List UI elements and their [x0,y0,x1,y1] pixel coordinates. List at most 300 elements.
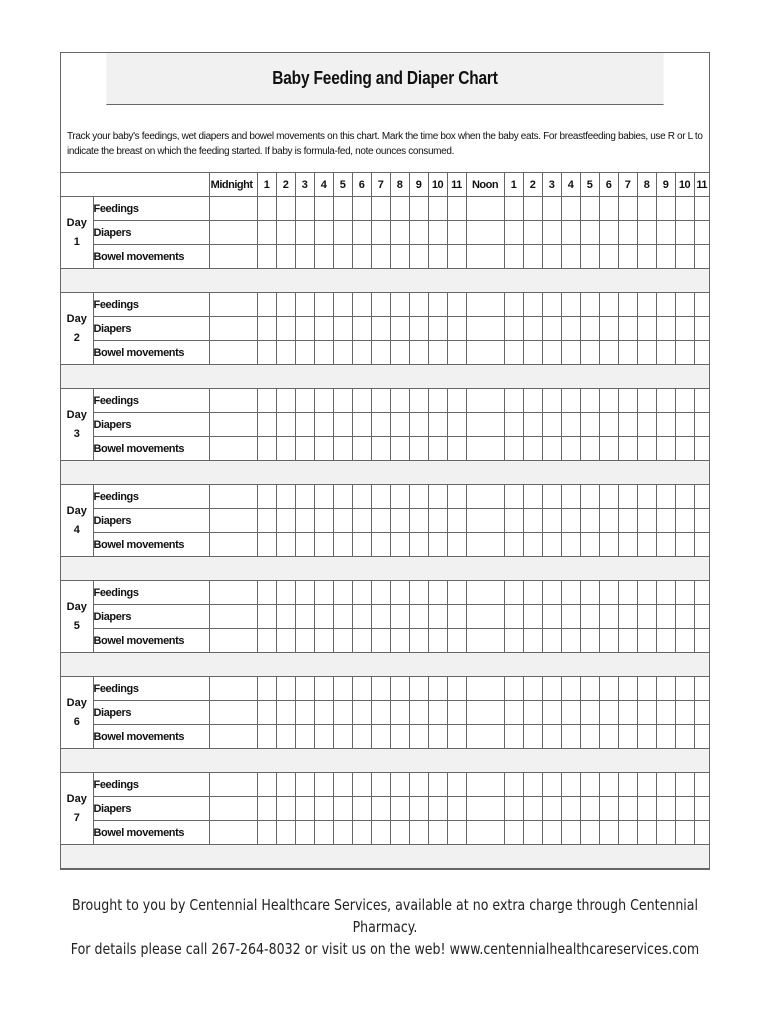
time-cell[interactable] [561,437,580,461]
time-cell[interactable] [257,821,276,845]
time-cell[interactable] [352,677,371,701]
time-cell[interactable] [333,509,352,533]
time-cell[interactable] [580,797,599,821]
time-cell[interactable] [352,725,371,749]
time-cell[interactable] [561,629,580,653]
time-cell[interactable] [466,341,504,365]
time-cell[interactable] [694,797,709,821]
time-cell[interactable] [295,821,314,845]
time-cell[interactable] [580,197,599,221]
time-cell[interactable] [675,341,694,365]
time-cell[interactable] [466,773,504,797]
time-cell[interactable] [447,773,466,797]
time-cell[interactable] [675,413,694,437]
time-cell[interactable] [295,701,314,725]
time-cell[interactable] [390,341,409,365]
time-cell[interactable] [257,197,276,221]
time-cell[interactable] [428,389,447,413]
time-cell[interactable] [580,629,599,653]
time-cell[interactable] [656,341,675,365]
time-cell[interactable] [542,725,561,749]
time-cell[interactable] [466,725,504,749]
time-cell[interactable] [523,725,542,749]
time-cell[interactable] [447,797,466,821]
time-cell[interactable] [542,485,561,509]
time-cell[interactable] [390,221,409,245]
time-cell[interactable] [466,437,504,461]
time-cell[interactable] [561,797,580,821]
time-cell[interactable] [333,293,352,317]
time-cell[interactable] [409,581,428,605]
time-cell[interactable] [466,821,504,845]
time-cell[interactable] [561,221,580,245]
time-cell[interactable] [428,317,447,341]
time-cell[interactable] [466,221,504,245]
time-cell[interactable] [447,725,466,749]
time-cell[interactable] [209,293,257,317]
time-cell[interactable] [409,221,428,245]
time-cell[interactable] [352,293,371,317]
time-cell[interactable] [390,485,409,509]
time-cell[interactable] [428,437,447,461]
time-cell[interactable] [409,317,428,341]
time-cell[interactable] [466,581,504,605]
time-cell[interactable] [390,389,409,413]
time-cell[interactable] [333,821,352,845]
time-cell[interactable] [656,245,675,269]
time-cell[interactable] [333,677,352,701]
time-cell[interactable] [637,293,656,317]
time-cell[interactable] [694,509,709,533]
time-cell[interactable] [257,701,276,725]
time-cell[interactable] [257,533,276,557]
time-cell[interactable] [599,389,618,413]
time-cell[interactable] [580,389,599,413]
time-cell[interactable] [352,701,371,725]
time-cell[interactable] [428,293,447,317]
time-cell[interactable] [504,341,523,365]
time-cell[interactable] [523,629,542,653]
time-cell[interactable] [599,725,618,749]
time-cell[interactable] [523,197,542,221]
time-cell[interactable] [580,413,599,437]
time-cell[interactable] [675,221,694,245]
time-cell[interactable] [371,341,390,365]
time-cell[interactable] [314,701,333,725]
time-cell[interactable] [618,533,637,557]
time-cell[interactable] [675,605,694,629]
time-cell[interactable] [599,629,618,653]
time-cell[interactable] [409,533,428,557]
time-cell[interactable] [504,677,523,701]
time-cell[interactable] [352,341,371,365]
time-cell[interactable] [694,485,709,509]
time-cell[interactable] [209,221,257,245]
time-cell[interactable] [257,725,276,749]
time-cell[interactable] [694,389,709,413]
time-cell[interactable] [209,509,257,533]
time-cell[interactable] [209,413,257,437]
time-cell[interactable] [466,509,504,533]
time-cell[interactable] [656,773,675,797]
time-cell[interactable] [656,533,675,557]
time-cell[interactable] [542,413,561,437]
time-cell[interactable] [580,677,599,701]
time-cell[interactable] [257,341,276,365]
time-cell[interactable] [675,245,694,269]
time-cell[interactable] [390,197,409,221]
time-cell[interactable] [504,245,523,269]
time-cell[interactable] [656,797,675,821]
time-cell[interactable] [209,677,257,701]
time-cell[interactable] [409,437,428,461]
time-cell[interactable] [504,605,523,629]
time-cell[interactable] [466,797,504,821]
time-cell[interactable] [637,245,656,269]
time-cell[interactable] [542,509,561,533]
time-cell[interactable] [675,485,694,509]
time-cell[interactable] [428,341,447,365]
time-cell[interactable] [618,509,637,533]
time-cell[interactable] [428,773,447,797]
time-cell[interactable] [390,245,409,269]
time-cell[interactable] [694,437,709,461]
time-cell[interactable] [561,245,580,269]
time-cell[interactable] [580,773,599,797]
time-cell[interactable] [561,725,580,749]
time-cell[interactable] [371,677,390,701]
time-cell[interactable] [447,821,466,845]
time-cell[interactable] [257,485,276,509]
time-cell[interactable] [447,581,466,605]
time-cell[interactable] [561,509,580,533]
time-cell[interactable] [523,533,542,557]
time-cell[interactable] [295,605,314,629]
time-cell[interactable] [675,533,694,557]
time-cell[interactable] [333,317,352,341]
time-cell[interactable] [352,821,371,845]
time-cell[interactable] [209,725,257,749]
time-cell[interactable] [580,605,599,629]
time-cell[interactable] [209,317,257,341]
time-cell[interactable] [428,605,447,629]
time-cell[interactable] [504,725,523,749]
time-cell[interactable] [504,773,523,797]
time-cell[interactable] [390,413,409,437]
time-cell[interactable] [333,437,352,461]
time-cell[interactable] [618,221,637,245]
time-cell[interactable] [523,293,542,317]
time-cell[interactable] [618,341,637,365]
time-cell[interactable] [656,485,675,509]
time-cell[interactable] [352,581,371,605]
time-cell[interactable] [409,725,428,749]
time-cell[interactable] [580,509,599,533]
time-cell[interactable] [371,197,390,221]
time-cell[interactable] [257,389,276,413]
time-cell[interactable] [656,413,675,437]
time-cell[interactable] [314,389,333,413]
time-cell[interactable] [542,797,561,821]
time-cell[interactable] [428,629,447,653]
time-cell[interactable] [504,629,523,653]
time-cell[interactable] [523,245,542,269]
time-cell[interactable] [333,629,352,653]
time-cell[interactable] [209,389,257,413]
time-cell[interactable] [561,389,580,413]
time-cell[interactable] [447,629,466,653]
time-cell[interactable] [257,437,276,461]
time-cell[interactable] [371,773,390,797]
time-cell[interactable] [333,605,352,629]
time-cell[interactable] [542,581,561,605]
time-cell[interactable] [447,293,466,317]
time-cell[interactable] [428,797,447,821]
time-cell[interactable] [542,437,561,461]
time-cell[interactable] [314,317,333,341]
time-cell[interactable] [295,485,314,509]
time-cell[interactable] [637,485,656,509]
time-cell[interactable] [637,605,656,629]
time-cell[interactable] [580,245,599,269]
time-cell[interactable] [542,341,561,365]
time-cell[interactable] [314,437,333,461]
time-cell[interactable] [371,605,390,629]
time-cell[interactable] [390,725,409,749]
time-cell[interactable] [637,725,656,749]
time-cell[interactable] [428,821,447,845]
time-cell[interactable] [675,677,694,701]
time-cell[interactable] [352,629,371,653]
time-cell[interactable] [314,197,333,221]
time-cell[interactable] [447,341,466,365]
time-cell[interactable] [694,581,709,605]
time-cell[interactable] [466,533,504,557]
time-cell[interactable] [333,533,352,557]
time-cell[interactable] [390,701,409,725]
time-cell[interactable] [675,509,694,533]
time-cell[interactable] [542,317,561,341]
time-cell[interactable] [504,293,523,317]
time-cell[interactable] [675,293,694,317]
time-cell[interactable] [428,485,447,509]
time-cell[interactable] [409,509,428,533]
time-cell[interactable] [371,437,390,461]
time-cell[interactable] [276,629,295,653]
time-cell[interactable] [295,437,314,461]
time-cell[interactable] [276,485,295,509]
time-cell[interactable] [352,389,371,413]
time-cell[interactable] [209,533,257,557]
time-cell[interactable] [542,197,561,221]
time-cell[interactable] [561,533,580,557]
time-cell[interactable] [390,509,409,533]
time-cell[interactable] [637,317,656,341]
time-cell[interactable] [618,725,637,749]
time-cell[interactable] [447,317,466,341]
time-cell[interactable] [276,509,295,533]
time-cell[interactable] [694,629,709,653]
time-cell[interactable] [257,581,276,605]
time-cell[interactable] [371,533,390,557]
time-cell[interactable] [314,341,333,365]
time-cell[interactable] [371,389,390,413]
time-cell[interactable] [209,485,257,509]
time-cell[interactable] [295,389,314,413]
time-cell[interactable] [333,701,352,725]
time-cell[interactable] [637,341,656,365]
time-cell[interactable] [599,437,618,461]
time-cell[interactable] [694,341,709,365]
time-cell[interactable] [447,413,466,437]
time-cell[interactable] [371,797,390,821]
time-cell[interactable] [542,533,561,557]
time-cell[interactable] [542,293,561,317]
time-cell[interactable] [209,629,257,653]
time-cell[interactable] [276,701,295,725]
time-cell[interactable] [209,437,257,461]
time-cell[interactable] [314,605,333,629]
time-cell[interactable] [523,773,542,797]
time-cell[interactable] [656,629,675,653]
time-cell[interactable] [409,389,428,413]
time-cell[interactable] [428,197,447,221]
time-cell[interactable] [276,677,295,701]
time-cell[interactable] [409,605,428,629]
time-cell[interactable] [694,413,709,437]
time-cell[interactable] [599,245,618,269]
time-cell[interactable] [637,413,656,437]
time-cell[interactable] [257,509,276,533]
time-cell[interactable] [580,317,599,341]
time-cell[interactable] [333,221,352,245]
time-cell[interactable] [371,509,390,533]
time-cell[interactable] [599,533,618,557]
time-cell[interactable] [409,701,428,725]
time-cell[interactable] [599,197,618,221]
time-cell[interactable] [390,677,409,701]
time-cell[interactable] [257,317,276,341]
time-cell[interactable] [694,221,709,245]
time-cell[interactable] [371,701,390,725]
time-cell[interactable] [428,677,447,701]
time-cell[interactable] [390,605,409,629]
time-cell[interactable] [295,509,314,533]
time-cell[interactable] [675,701,694,725]
time-cell[interactable] [580,293,599,317]
time-cell[interactable] [675,389,694,413]
time-cell[interactable] [333,197,352,221]
time-cell[interactable] [209,197,257,221]
time-cell[interactable] [656,317,675,341]
time-cell[interactable] [295,533,314,557]
time-cell[interactable] [276,797,295,821]
time-cell[interactable] [466,701,504,725]
time-cell[interactable] [466,317,504,341]
time-cell[interactable] [599,341,618,365]
time-cell[interactable] [257,773,276,797]
time-cell[interactable] [257,293,276,317]
time-cell[interactable] [409,821,428,845]
time-cell[interactable] [409,245,428,269]
time-cell[interactable] [580,533,599,557]
time-cell[interactable] [637,677,656,701]
time-cell[interactable] [276,245,295,269]
time-cell[interactable] [371,725,390,749]
time-cell[interactable] [409,413,428,437]
time-cell[interactable] [504,797,523,821]
time-cell[interactable] [580,701,599,725]
time-cell[interactable] [314,581,333,605]
time-cell[interactable] [209,701,257,725]
time-cell[interactable] [409,677,428,701]
time-cell[interactable] [504,413,523,437]
time-cell[interactable] [390,533,409,557]
time-cell[interactable] [561,413,580,437]
time-cell[interactable] [371,221,390,245]
time-cell[interactable] [314,533,333,557]
time-cell[interactable] [447,485,466,509]
time-cell[interactable] [276,821,295,845]
time-cell[interactable] [390,317,409,341]
time-cell[interactable] [599,485,618,509]
time-cell[interactable] [390,581,409,605]
time-cell[interactable] [580,821,599,845]
time-cell[interactable] [276,725,295,749]
time-cell[interactable] [352,797,371,821]
time-cell[interactable] [675,317,694,341]
time-cell[interactable] [276,437,295,461]
time-cell[interactable] [694,821,709,845]
time-cell[interactable] [599,509,618,533]
time-cell[interactable] [333,389,352,413]
time-cell[interactable] [542,629,561,653]
time-cell[interactable] [637,197,656,221]
time-cell[interactable] [694,725,709,749]
time-cell[interactable] [637,509,656,533]
time-cell[interactable] [352,221,371,245]
time-cell[interactable] [656,821,675,845]
time-cell[interactable] [409,773,428,797]
time-cell[interactable] [390,437,409,461]
time-cell[interactable] [466,293,504,317]
time-cell[interactable] [523,389,542,413]
time-cell[interactable] [523,485,542,509]
time-cell[interactable] [276,389,295,413]
time-cell[interactable] [428,581,447,605]
time-cell[interactable] [637,389,656,413]
time-cell[interactable] [295,293,314,317]
time-cell[interactable] [257,629,276,653]
time-cell[interactable] [504,581,523,605]
time-cell[interactable] [675,821,694,845]
time-cell[interactable] [314,677,333,701]
time-cell[interactable] [276,413,295,437]
time-cell[interactable] [295,413,314,437]
time-cell[interactable] [333,773,352,797]
time-cell[interactable] [618,437,637,461]
time-cell[interactable] [409,797,428,821]
time-cell[interactable] [504,437,523,461]
time-cell[interactable] [675,437,694,461]
time-cell[interactable] [466,485,504,509]
time-cell[interactable] [504,389,523,413]
time-cell[interactable] [599,413,618,437]
time-cell[interactable] [295,725,314,749]
time-cell[interactable] [561,605,580,629]
time-cell[interactable] [333,245,352,269]
time-cell[interactable] [447,533,466,557]
